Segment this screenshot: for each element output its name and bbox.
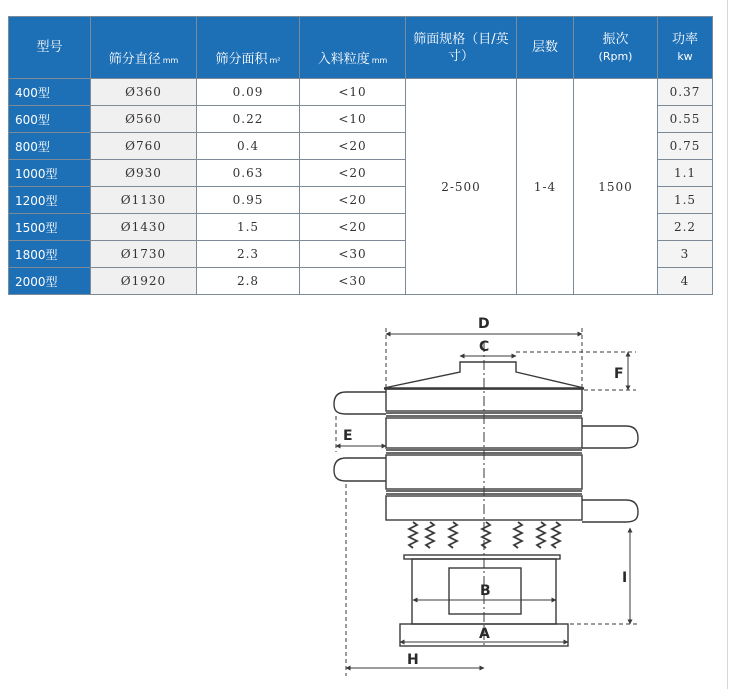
power-cell: 0.55 xyxy=(658,106,713,133)
header-mesh: 筛面规格（目/英寸） xyxy=(406,17,517,79)
diameter-cell: Ø1920 xyxy=(91,268,197,295)
area-cell: 0.22 xyxy=(197,106,300,133)
area-cell: 0.4 xyxy=(197,133,300,160)
feed-cell: <20 xyxy=(300,133,406,160)
area-cell: 0.95 xyxy=(197,187,300,214)
model-cell: 1000型 xyxy=(9,160,91,187)
model-cell: 600型 xyxy=(9,106,91,133)
model-cell: 1200型 xyxy=(9,187,91,214)
header-vibration: 振次 (Rpm) xyxy=(574,17,658,79)
header-model: 型号 xyxy=(9,17,91,79)
power-cell: 1.1 xyxy=(658,160,713,187)
model-cell: 2000型 xyxy=(9,268,91,295)
dimension-label-f: F xyxy=(614,366,624,382)
model-cell: 1500型 xyxy=(9,214,91,241)
mesh-cell: 2-500 xyxy=(406,79,517,295)
dimension-label-e: E xyxy=(343,428,353,444)
model-cell: 1800型 xyxy=(9,241,91,268)
feed-cell: <10 xyxy=(300,79,406,106)
layers-cell: 1-4 xyxy=(517,79,574,295)
feed-cell: <20 xyxy=(300,187,406,214)
power-cell: 0.37 xyxy=(658,79,713,106)
model-cell: 800型 xyxy=(9,133,91,160)
area-cell: 1.5 xyxy=(197,214,300,241)
dimension-label-i: I xyxy=(622,570,628,586)
feed-cell: <30 xyxy=(300,268,406,295)
header-feed-size: 入料粒度 mm xyxy=(300,17,406,79)
area-cell: 0.09 xyxy=(197,79,300,106)
model-cell: 400型 xyxy=(9,79,91,106)
area-cell: 2.8 xyxy=(197,268,300,295)
dimension-label-b: B xyxy=(480,583,491,599)
feed-cell: <20 xyxy=(300,214,406,241)
diameter-cell: Ø1430 xyxy=(91,214,197,241)
feed-cell: <10 xyxy=(300,106,406,133)
area-cell: 2.3 xyxy=(197,241,300,268)
header-diameter: 筛分直径 mm xyxy=(91,17,197,79)
diameter-cell: Ø760 xyxy=(91,133,197,160)
power-cell: 3 xyxy=(658,241,713,268)
dimension-label-c: C xyxy=(479,339,490,355)
feed-cell: <30 xyxy=(300,241,406,268)
dimension-label-d: D xyxy=(478,316,490,332)
power-cell: 2.2 xyxy=(658,214,713,241)
diameter-cell: Ø560 xyxy=(91,106,197,133)
dimension-label-h: H xyxy=(407,652,419,668)
header-area: 筛分面积 m² xyxy=(197,17,300,79)
diameter-cell: Ø360 xyxy=(91,79,197,106)
header-layers: 层数 xyxy=(517,17,574,79)
dimension-label-a: A xyxy=(479,626,490,642)
power-cell: 0.75 xyxy=(658,133,713,160)
diameter-cell: Ø1130 xyxy=(91,187,197,214)
area-cell: 0.63 xyxy=(197,160,300,187)
diameter-cell: Ø1730 xyxy=(91,241,197,268)
header-power: 功率 kw xyxy=(658,17,713,79)
power-cell: 4 xyxy=(658,268,713,295)
vibration-cell: 1500 xyxy=(574,79,658,295)
feed-cell: <20 xyxy=(300,160,406,187)
diameter-cell: Ø930 xyxy=(91,160,197,187)
power-cell: 1.5 xyxy=(658,187,713,214)
